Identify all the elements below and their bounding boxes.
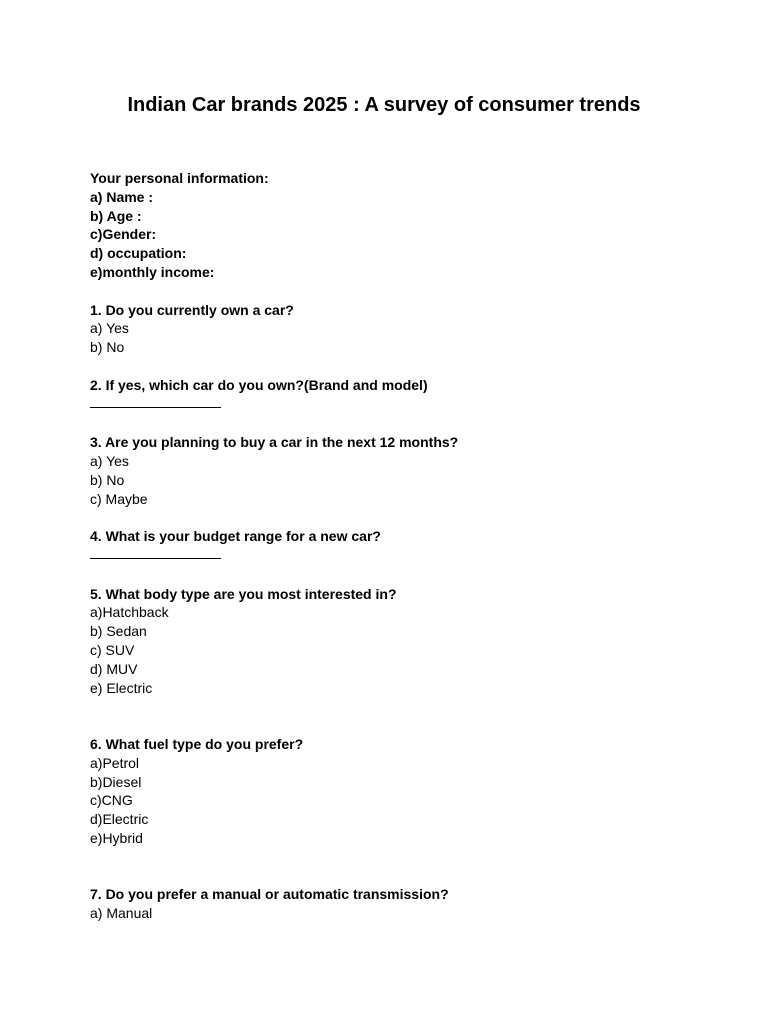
question-2 — [90, 376, 710, 408]
personal-info-section — [90, 169, 710, 282]
question-5 — [90, 585, 710, 698]
question-6 — [90, 735, 710, 848]
option: d) MUV — [90, 660, 138, 677]
question-text: 5. What body type are you most interested in? — [90, 585, 397, 602]
option: a)Petrol — [90, 754, 140, 771]
question-7 — [90, 885, 710, 923]
option: a) Yes — [90, 452, 129, 469]
option: d)Electric — [90, 811, 149, 828]
field-age: b) Age : — [90, 207, 142, 224]
answer-blank-line[interactable] — [90, 548, 221, 559]
option: b) Sedan — [90, 623, 147, 640]
option: c) SUV — [90, 641, 135, 658]
question-3 — [90, 433, 710, 508]
field-name: a) Name : — [90, 188, 154, 205]
question-text: 4. What is your budget range for a new car? — [90, 528, 381, 545]
option: c)CNG — [90, 792, 133, 809]
option: a) Manual — [90, 905, 153, 922]
question-text: 6. What fuel type do you prefer? — [90, 735, 304, 752]
option: c) Maybe — [90, 490, 148, 507]
question-1 — [90, 301, 710, 357]
question-text: 1. Do you currently own a car? — [90, 301, 294, 318]
survey-content — [90, 169, 710, 923]
answer-blank-line[interactable] — [90, 397, 221, 408]
option: b) No — [90, 471, 125, 488]
option: e)Hybrid — [90, 829, 143, 846]
question-text: 3. Are you planning to buy a car in the next 12 months? — [90, 434, 459, 451]
field-gender: c)Gender: — [90, 226, 157, 243]
option: e) Electric — [90, 679, 153, 696]
option: a) Yes — [90, 320, 129, 337]
option: b)Diesel — [90, 773, 142, 790]
question-4 — [90, 527, 710, 559]
field-monthly-income: e)monthly income: — [90, 263, 215, 280]
option: b) No — [90, 339, 125, 356]
question-text: 2. If yes, which car do you own?(Brand and model) — [90, 376, 428, 393]
page-title: Indian Car brands 2025 : A survey of consumer trends — [127, 94, 641, 116]
personal-info-heading: Your personal information: — [90, 170, 269, 186]
question-text: 7. Do you prefer a manual or automatic transmission? — [90, 886, 449, 903]
field-occupation: d) occupation: — [90, 245, 187, 262]
option: a)Hatchback — [90, 604, 169, 621]
